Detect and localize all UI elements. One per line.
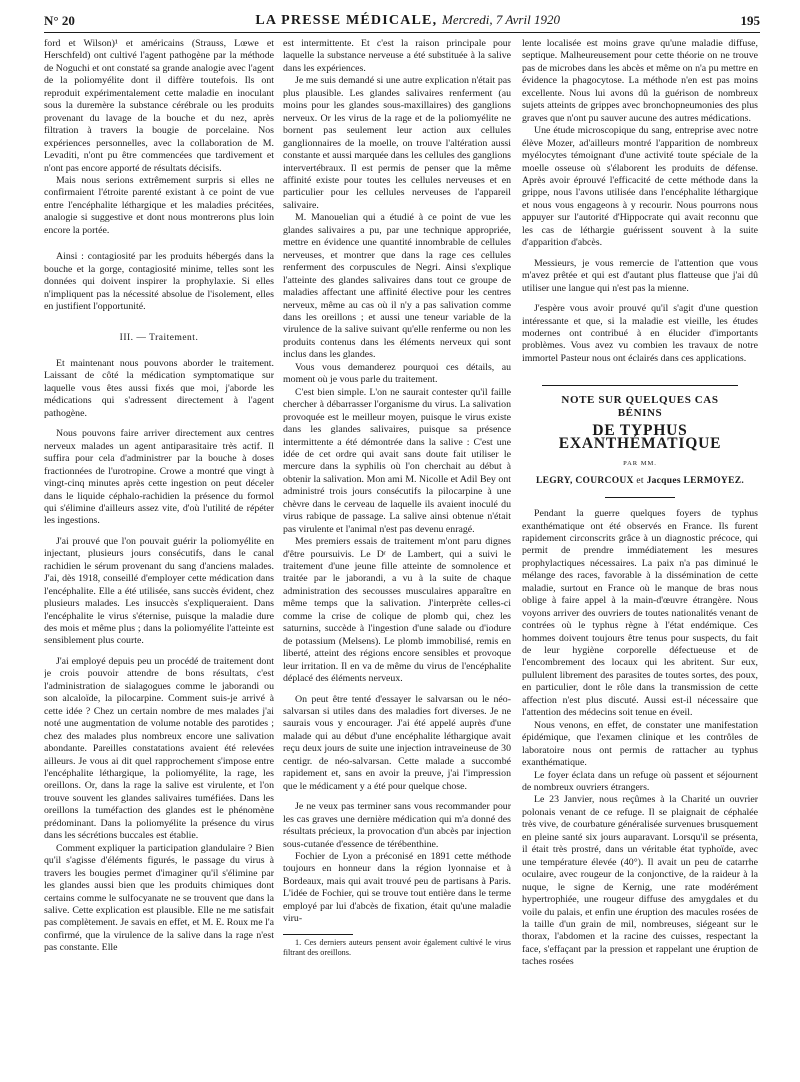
authors-part-1: LEGRY, COURCOUX bbox=[535, 475, 634, 486]
journal-title bbox=[255, 12, 560, 29]
paragraph: Messieurs, je vous remercie de l'attention que vous m'avez prêtée et qui est d'autant plus flatteuse que j'ai dû utiliser une langue qui n'est pas la mienne. bbox=[522, 257, 758, 294]
section-heading: III. — Traitement. bbox=[119, 332, 199, 343]
paragraph: J'espère vous avoir prouvé qu'il s'agit d'une question intéressante et que, si la maladie est vieille, les études modernes ont contribué à en élucider d'importants problèmes. Vous avez vu combien les travaux de notre immortel Pasteur nous ont éclairés dans ces applications. bbox=[522, 303, 758, 364]
paragraph: Nous pouvons faire arriver directement aux centres nerveux malades un agent antiparasitaire très actif. Il suffira pour cela d'administrer par la bouche à doses fractionnées de l'urotropine. Crowe a montré que vingt à vingt-cinq minutes après cette ingestion on peut déceler dans le liquide céphalo-rachidien la présence du formol qui s'élimine d'ailleurs assez vite, d'où l'utilité de répéter les ingestions. bbox=[44, 428, 274, 527]
paragraph: M. Manouelian qui a étudié à ce point de vue les glandes salivaires a pu, par une technique appropriée, mettre en évidence une quantité innombrable de cellules nerveuses, et montrer que dans la rage ces cellules renferment des corpuscules de Negri. Ainsi s'explique l'atteinte des glandes salivaires dans tout ce groupe de maladies affectant une affinité élective pour les centres nerveux, même au cas où il n'y a pas salivation comme dans les oreillons ; et aussi une teneur variable de la virulence de la salive suivant qu'elle renferme ou non les produits contenus dans les éléments nerveux qui sont inclus dans les glandes. bbox=[283, 212, 511, 361]
article-rule bbox=[605, 497, 675, 498]
paragraph: est intermittente. Et c'est la raison principale pour laquelle la substance nerveuse a été substituée à la salive dans les expériences. bbox=[283, 38, 511, 74]
paragraph: Une étude microscopique du sang, entreprise avec notre élève Mozer, ad'ailleurs montré l'apparition de nombreux myélocytes témoignant d'une activité toute spéciale de la moelle osseuse où s'élaborent les produits de défense. Après avoir éprouvé l'efficacité de cette méthode dans la grippe, nous l'avons utilisée dans l'encéphalite léthargique et nous vous engageons à y recourir. Nous pourrons nous appuyer sur l'autorité d'Hippocrate qui avait reconnu que les cas de léthargie guérissent souvent à la suite d'apparition d'abcès. bbox=[522, 125, 758, 249]
article-title-line-2: DE TYPHUS EXANTHÉMATIQUE bbox=[558, 422, 722, 452]
page-number: 195 bbox=[740, 13, 760, 28]
paragraph: J'ai employé depuis peu un procédé de traitement dont je crois pouvoir attendre de bons résultats, c'est l'administration de sialagogues comme le jaborandi ou son alcaloïde, la pilocarpine. Comment suis-je arrivé à cette idée ? Chez un certain nombre de mes malades j'ai noté une augmentation de volume notable des parotides ; chez des malades plus nombreux encore une salivation abondante. Pareilles constatations avaient été relevées ailleurs. Je vous ai dit quel rapprochement s'impose entre l'encéphalite léthargique, la poliomyélite, la rage, les oreillons. Or, dans la rage la salive est virulente, et l'on trouve souvent les glandes salivaires tuméfiées. Dans les oreillons la tuméfaction des glandes est le phénomène prédominant. Dans la poliomyélite la présence du virus dans les sécrétions buccales est établie. bbox=[44, 655, 274, 842]
issue-number: N° 20 bbox=[44, 13, 75, 28]
paragraph: Nous venons, en effet, de constater une manifestation épidémique, que l'examen clinique et les contrôles de laboratoire nous ont permis de rattacher au typhus exanthématique. bbox=[522, 719, 758, 769]
authors-part-2: Jacques LERMOYEZ. bbox=[646, 475, 745, 486]
paragraph: On peut être tenté d'essayer le salvarsan ou le néo-salvarsan si utiles dans des maladies fort diverses. Je ne saurais vous y encourager. J'ai été appelé auprès d'une malade qui au début d'une encéphalite léthargique avait reçu deux jours de suite une injection intraveineuse de 30 centigr. de néo-salvarsan. Cette malade a succombé rapidement et, sans en avoir la preuve, j'ai l'impression que le médicament y a été pour quelque chose. bbox=[283, 693, 511, 792]
paragraph: Vous vous demanderez pourquoi ces détails, au moment où je vous parle du traitement. bbox=[283, 361, 511, 386]
paragraph: C'est bien simple. L'on ne saurait contester qu'il faille chercher à débarrasser l'organisme du virus. La salivation provoquée est le meilleur moyen, puisque le virus existe dans les glandes salivaires, puisque sa présence intermittente a été démontrée dans la salive : C'est une idée de cet ordre qui avait sans doute fait utiliser le mercure dans la syphilis où l'on cherchait au début à obtenir la salivation. Mon ami M. Nicolle et Adil Bey ont administré trois jours consécutifs la pilocarpine à une chèvre dans le cerveau de laquelle ils avaient inoculé du virus rabique de passage. La salive ainsi obtenue n'était pas virulente et l'animal n'est pas devenu enragé. bbox=[283, 386, 511, 535]
paragraph: J'ai prouvé que l'on pouvait guérir la poliomyélite en injectant, plusieurs jours consécutifs, dans le canal rachidien le sérum provenant du sang d'anciens malades. J'ai, dès 1918, conseillé d'employer cette médication dans l'encéphalite. Elle a été utilisée, sans succès évident, chez plusieurs malades. Les insuccès s'expliqueraient. Dans l'encéphalite le virus s'éternise, puisque la maladie dure des mois et même plus ; dans la poliomyélite l'atteinte est sensiblement plus courte. bbox=[44, 535, 274, 647]
paragraph: Je ne veux pas terminer sans vous recommander pour les cas graves une dernière médication qui m'a donné des résultats précieux, la provocation d'un abcès par injection sous-cutanée d'essence de térébenthine. bbox=[283, 801, 511, 850]
paragraph: Ainsi : contagiosité par les produits hébergés dans la bouche et la gorge, contagiosité minime, telles sont les données qui doivent inspirer la prophylaxie. Si elles n'impliquent pas la nécessité absolue de l'isolement, elles en justifient l'opportunité. bbox=[44, 251, 274, 313]
paragraph: lente localisée est moins grave qu'une maladie diffuse, septique. Malheureusement pour cette théorie on ne trouve pas de microbes dans les abcès et même on n'a pu mettre en évidence la phagocytose. La méthode n'en est pas moins excellente. Nous lui avons dû la guérison de nombreux sujets atteints de grippes avec bronchopneumonies des plus graves que n'ont pu sauver aucune des autres médications. bbox=[522, 38, 758, 124]
paragraph: Et maintenant nous pouvons aborder le traitement. Laissant de côté la médication symptomatique sur laquelle vous êtes aussi fixés que moi, j'aborde les médications qui s'adressent directement à l'agent pathogène. bbox=[44, 357, 274, 419]
footnote: 1. Ces derniers auteurs pensent avoir également cultivé le virus filtrant des oreillons. bbox=[283, 937, 511, 957]
column-2 bbox=[283, 38, 511, 1074]
paragraph: Mes premiers essais de traitement m'ont paru dignes d'être poursuivis. Le Dʳ de Lambert, qui a suivi le traitement d'une jeune fille atteinte de somnolence et traitée par le jaborandi, a vu à la suite de chaque administration des secousses musculaires apparaître en même temps que la salivation. J'interprète celles-ci comme la crise de colique de plomb qui, chez les saturnins, succède à l'ingestion d'une salade ou d'iodure de potassium (Melsens). Le plomb immobilisé, remis en liberté, atteint des régions encore sensibles et provoque leur irritation. Il en va de même du virus de l'encéphalite déplacé des éléments nerveux. bbox=[283, 536, 511, 685]
issue-date: Mercredi, 7 Avril 1920 bbox=[442, 12, 560, 27]
column-3 bbox=[522, 38, 758, 1074]
footnote-rule bbox=[283, 934, 353, 935]
authors-conjunction: et bbox=[636, 475, 644, 486]
column-1 bbox=[44, 38, 274, 1074]
journal-name: LA PRESSE MÉDICALE, bbox=[255, 13, 438, 28]
article-title-line-1: NOTE SUR QUELQUES CAS BÉNINS bbox=[542, 385, 738, 419]
article-byline-prefix: PAR MM. bbox=[623, 460, 657, 468]
paragraph: ford et Wilson)¹ et américains (Strauss, Lœwe et Herschfeld) ont cultivé l'agent pathogène par la méthode de Noguchi et ont constaté sa grande analogie avec l'agent de la poliomyélite dont il diffère toutefois. Ils ont reproduit expérimentalement cette maladie en inoculant sous la duremère la substance cérébrale ou les produits provenant du lavage de la bouche et du nez, après filtration à travers la bougie de porcelaine. Nos expériences personnelles, avec la collaboration de M. Levaditi, n'ont pu être commencées que tardivement et n'ont pas encore apporté de résultats décisifs. bbox=[44, 38, 274, 174]
paragraph: Je me suis demandé si une autre explication n'était pas plus plausible. Les glandes salivaires renferment (au moins pour les glandes sous-maxillaires) des ganglions nerveux. Or les virus de la rage et de la poliomyélite ne bornent pas seulement leur action aux cellules ganglionnaires de la moelle, on trouve l'altération aussi constante et aussi marquée dans les cellules des ganglions intervertébraux. Il est permis de penser que la même affinité existe pour toutes les cellules nerveuses et en particulier pour les cellules nerveuses de l'appareil salivaire. bbox=[283, 75, 511, 211]
paragraph: Fochier de Lyon a préconisé en 1891 cette méthode toujours en honneur dans la région lyonnaise et à Bordeaux, mais qui avait trouvé peu de partisans à Paris. L'idée de Fochier, qui se trouve tout entière dans le terme employé par lui d'abcès de fixation, était qu'une maladie viru- bbox=[283, 851, 511, 925]
paragraph: Comment expliquer la participation glandulaire ? Bien qu'il s'agisse d'éléments figurés, le passage du virus à travers les bougies permet d'imaginer qu'il s'élimine par les glandes aussi bien que les produits chimiques dont certains comme le sulfocyanate ne se trouvent que dans la salive. Cette explication est plausible. Elle ne me satisfait pas complètement. Je savais en effet, et M. E. Roux me l'a confirmé, que la virulence de la salive dans la rage n'est pas constante. Elle bbox=[44, 842, 274, 954]
article-heading bbox=[522, 385, 758, 498]
paragraph: Mais nous serions extrêmement surpris si elles ne confirmaient l'étroite parenté existant à ce point de vue entre l'encéphalite léthargique et les maladies précitées, analogie si suggestive et dont nous montrerons plus loin encore la portée. bbox=[44, 174, 274, 236]
article-authors bbox=[522, 475, 758, 487]
page-header bbox=[44, 7, 760, 33]
paragraph: Pendant la guerre quelques foyers de typhus exanthématique ont été observés en France. Ils furent rapidement circonscrits grâce à un diagnostic précoce, qui permit de prendre immédiatement les mesures prophylactiques nécessaires. La paix n'a pas diminué le mélange des races, favorable à la dissémination de cette maladie, surtout en France où le manque de bras nous oblige à faire appel à la main-d'œuvre étrangère. Nous voyons arriver des ouvriers de toutes nationalités venant de contrées où le typhus règne à l'état endémique. Ces hommes doivent toujours être tenus pour suspects, du fait de leur hygiène corporelle défectueuse et de l'encombrement des locaux qui les abritent. Sur eux, pullulent librement des parasites de toutes sortes, des poux, en particulier, dont le rôle dans la transmission de cette affection n'est plus discuté. Aussi est-il nécessaire que l'attention des médecins soit tenue en éveil. bbox=[522, 508, 758, 719]
paragraph: Le 23 Janvier, nous reçûmes à la Charité un ouvrier polonais venant de ce refuge. Il se plaignait de céphalée très vive, de courbature généralisée survenues brusquement en pleine santé six jours auparavant. Lorsqu'il se présenta, il était très prostré, dans un véritable état typhoïde, avec une température élevée (40°). Il avait un peu de catarrhe oculaire, avec rougeur de la conjonctive, de la raideur à la nuque, le signe de Kernig, une rate modérément hypertrophiée, une rougeur diffuse des amygdales et du voile du palais, et enfin une éruption des macules rosées de la taille d'un grain de mil, nombreuses, siégeant sur le thorax, l'abdomen et la racine des cuisses, respectant la face, s'effaçant par la pression et rappelant une éruption de taches rosées bbox=[522, 794, 758, 968]
paragraph: Le foyer éclata dans un refuge où passent et séjournent de nombreux ouvriers étrangers. bbox=[522, 769, 758, 794]
